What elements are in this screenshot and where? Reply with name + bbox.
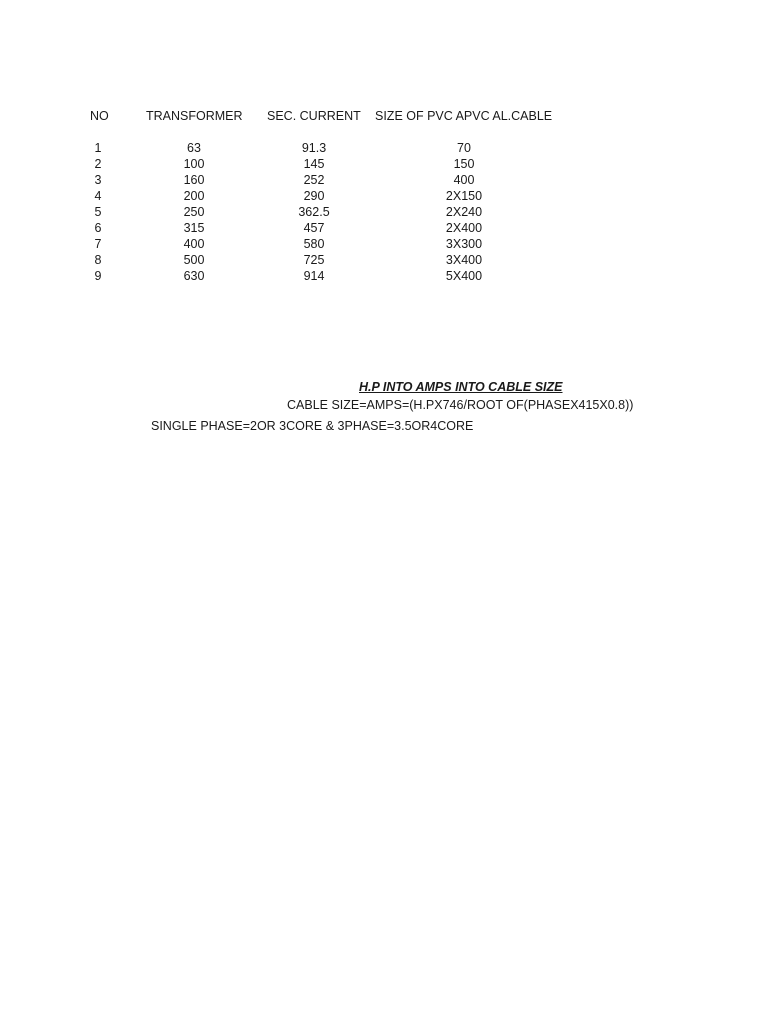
cell-no: 6 [94,221,102,235]
table-row [0,204,768,220]
cell-cable-size: 2X150 [445,189,483,203]
cell-no: 1 [94,141,102,155]
cell-sec-current: 91.3 [301,141,327,155]
cell-cable-size: 5X400 [445,269,483,283]
cell-transformer: 630 [183,269,205,283]
cell-no: 2 [94,157,102,171]
header-no: NO [90,109,109,123]
table-row [0,252,768,268]
cell-no: 9 [94,269,102,283]
cell-transformer: 160 [183,173,205,187]
cell-sec-current: 580 [303,237,325,251]
cell-transformer: 250 [183,205,205,219]
table-body [0,140,768,284]
table-row [0,268,768,284]
cell-transformer: 315 [183,221,205,235]
cell-cable-size: 2X240 [445,205,483,219]
cell-sec-current: 725 [303,253,325,267]
cell-no: 7 [94,237,102,251]
cell-sec-current: 362.5 [298,205,330,219]
table-row [0,172,768,188]
header-sec-current: SEC. CURRENT [267,109,361,123]
cell-cable-size: 150 [453,157,475,171]
cell-transformer: 500 [183,253,205,267]
cell-sec-current: 914 [303,269,325,283]
cell-no: 4 [94,189,102,203]
cell-transformer: 400 [183,237,205,251]
cell-cable-size: 2X400 [445,221,483,235]
cell-cable-size: 70 [457,141,471,155]
cell-sec-current: 252 [303,173,325,187]
table-row [0,188,768,204]
cell-no: 8 [94,253,102,267]
section-title: H.P INTO AMPS INTO CABLE SIZE [359,380,563,394]
table-row [0,236,768,252]
cell-transformer: 63 [187,141,201,155]
formula-text: CABLE SIZE=AMPS=(H.PX746/ROOT OF(PHASEX415X0.8)) [287,398,634,412]
cell-no: 3 [94,173,102,187]
header-transformer: TRANSFORMER [146,109,243,123]
header-cable-size: SIZE OF PVC APVC AL.CABLE [375,109,553,123]
cell-transformer: 100 [183,157,205,171]
cell-cable-size: 400 [453,173,475,187]
phase-note: SINGLE PHASE=2OR 3CORE & 3PHASE=3.5OR4CORE [151,419,474,433]
cell-sec-current: 290 [303,189,325,203]
cell-no: 5 [94,205,102,219]
table-row [0,156,768,172]
cell-transformer: 200 [183,189,205,203]
table-row [0,140,768,156]
cell-cable-size: 3X400 [445,253,483,267]
cell-cable-size: 3X300 [445,237,483,251]
cell-sec-current: 145 [303,157,325,171]
table-row [0,220,768,236]
cell-sec-current: 457 [303,221,325,235]
